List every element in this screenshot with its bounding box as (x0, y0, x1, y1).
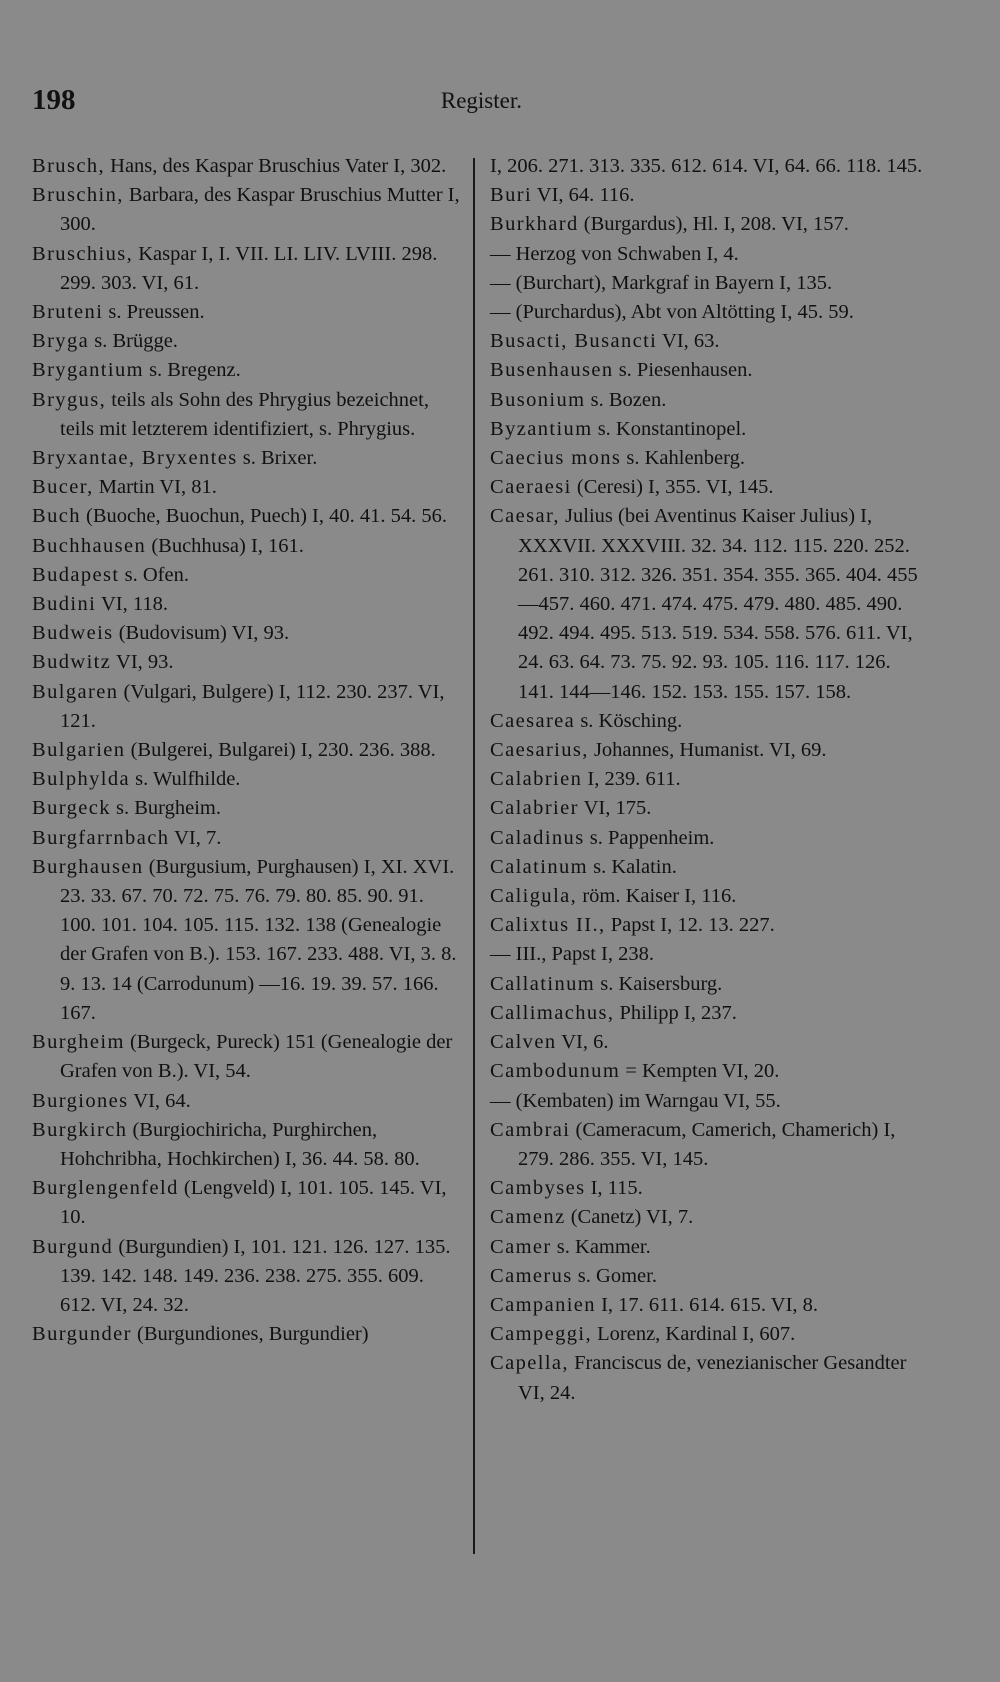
entry-headword: Callimachus, (490, 1001, 615, 1024)
entry-headword: Camenz (490, 1206, 566, 1229)
index-entry (490, 911, 930, 940)
entry-references: I, 239. 611. (582, 768, 681, 791)
entry-headword: Burghausen (32, 855, 144, 878)
entry-references: s. Kösching. (575, 709, 683, 732)
entry-references: (Buchhusa) I, 161. (146, 534, 304, 557)
index-entry (490, 882, 930, 911)
entry-references: Lorenz, Kardinal I, 607. (592, 1323, 796, 1346)
entry-headword: Budini (32, 593, 97, 616)
entry-headword: Busenhausen (490, 359, 614, 382)
entry-references: (Budovisum) VI, 93. (113, 622, 290, 645)
entry-headword: Busacti, Busancti (490, 330, 658, 353)
page-number: 198 (32, 84, 76, 116)
index-entry (32, 765, 462, 794)
entry-references: s. Kahlenberg. (621, 447, 745, 470)
entry-references: I, 115. (585, 1177, 643, 1200)
index-entry (32, 1233, 462, 1321)
entry-headword: Bulphylda (32, 768, 131, 791)
entry-headword: Burgiones (32, 1089, 129, 1112)
entry-references: (Canetz) VI, 7. (565, 1206, 694, 1229)
entry-references: (Vulgari, Bulgere) I, 112. 230. 237. VI, 121. (60, 680, 445, 732)
entry-headword: Buchhausen (32, 534, 147, 557)
entry-references: VI, 175. (578, 797, 652, 820)
entry-headword: Buri (490, 184, 533, 207)
entry-references: VI, 118. (96, 593, 168, 616)
entry-references: s. Kalatin. (588, 855, 677, 878)
index-entry (32, 356, 462, 385)
entry-references: VI, 93. (111, 651, 174, 674)
running-head: Register. (440, 88, 522, 113)
entry-references: (Burgardus), Hl. I, 208. VI, 157. (578, 213, 849, 236)
entry-references: röm. Kaiser I, 116. (577, 885, 737, 908)
index-entry (32, 444, 462, 473)
entry-references: — (Burchart), Markgraf in Bayern I, 135. (490, 271, 833, 294)
entry-references: s. Burgheim. (110, 797, 221, 820)
entry-references: Hans, des Kaspar Bruschius Vater I, 302. (105, 155, 447, 177)
entry-references: — (Purchardus), Abt von Altötting I, 45. 59. (490, 301, 854, 324)
entry-references: s. Kammer. (551, 1235, 651, 1258)
index-entry (32, 1174, 462, 1232)
index-entry (490, 1203, 930, 1232)
entry-headword: Callatinum (490, 972, 596, 995)
entry-references: (Cameracum, Camerich, Chamerich) I, 279. 286. 355. VI, 145. (518, 1118, 896, 1170)
index-entry (32, 152, 462, 181)
entry-headword: Burgunder (32, 1323, 132, 1346)
entry-headword: Caecius mons (490, 447, 622, 470)
entry-headword: Camer (490, 1235, 552, 1258)
index-entry (32, 561, 462, 590)
entry-headword: Burgheim (32, 1031, 125, 1054)
entry-references: s. Ofen. (119, 563, 189, 586)
entry-headword: Budapest (32, 563, 120, 586)
entry-headword: Burgund (32, 1235, 114, 1258)
entry-references: s. Konstantinopel. (592, 417, 747, 440)
entry-references: Papst I, 12. 13. 227. (605, 914, 775, 937)
entry-references: (Burgeck, Pureck) 151 (Genealogie der Grafen von B.). VI, 54. (60, 1031, 453, 1083)
index-entry (32, 1028, 462, 1086)
entry-references: — III., Papst I, 238. (490, 943, 654, 966)
entry-references: (Lengveld) I, 101. 105. 145. VI, 10. (60, 1177, 447, 1229)
index-entry (490, 152, 930, 181)
index-entry (490, 1087, 930, 1116)
entry-references: s. Brixer. (237, 447, 318, 470)
index-entry (490, 765, 930, 794)
entry-references: VI, 64. 116. (532, 184, 635, 207)
entry-headword: Calven (490, 1031, 557, 1054)
index-entry (490, 473, 930, 502)
index-entry (490, 502, 930, 706)
entry-references: Franciscus de, venezianischer Gesandter VI, 24. (518, 1352, 907, 1404)
index-entry (32, 240, 462, 298)
entry-references: — (Kembaten) im Warngau VI, 55. (490, 1089, 781, 1112)
index-entry (32, 678, 462, 736)
entry-headword: Bryga (32, 330, 90, 353)
entry-references: s. Kaisersburg. (595, 972, 723, 995)
entry-references: (Burgundien) I, 101. 121. 126. 127. 135. 139. 142. 148. 149. 236. 238. 275. 355. 609. 612. VI, 24. 32. (60, 1235, 451, 1316)
entry-headword: Bruschius, (32, 242, 134, 265)
index-entry (32, 736, 462, 765)
entry-references: VI, 64. (128, 1089, 191, 1112)
entry-references: s. Bozen. (585, 388, 667, 411)
entry-references: s. Gomer. (572, 1264, 657, 1287)
entry-references: s. Bregenz. (143, 359, 241, 382)
entry-references: s. Pappenheim. (584, 826, 715, 849)
entry-headword: Brygus, (32, 388, 107, 411)
entry-headword: Brusch, (32, 155, 106, 177)
column-divider (473, 158, 475, 1554)
index-entry (490, 970, 930, 999)
index-entry (490, 444, 930, 473)
entry-headword: Bryxantae, Bryxentes (32, 447, 238, 470)
entry-references: — Herzog von Schwaben I, 4. (490, 242, 739, 265)
index-entry (490, 794, 930, 823)
index-entry (490, 999, 930, 1028)
entry-references: teils als Sohn des Phrygius bezeichnet, teils mit letzterem identifiziert, s. Phrygius. (60, 388, 429, 440)
entry-references: Kaspar I, I. VII. LI. LIV. LVIII. 298. 299. 303. VI, 61. (60, 242, 438, 294)
entry-references: (Burgiochiricha, Purghirchen, Hohchribha, Hochkirchen) I, 36. 44. 58. 80. (60, 1118, 420, 1170)
index-entry (490, 1116, 930, 1174)
index-entry (490, 1349, 930, 1407)
index-entry (490, 736, 930, 765)
index-entry (490, 1233, 930, 1262)
index-entry (490, 1262, 930, 1291)
entry-references: s. Preussen. (103, 301, 205, 324)
entry-headword: Caladinus (490, 826, 585, 849)
entry-headword: Capella, (490, 1352, 569, 1375)
left-index-column (32, 152, 462, 1349)
index-entry (32, 824, 462, 853)
entry-headword: Calatinum (490, 855, 589, 878)
entry-headword: Burgfarrnbach (32, 826, 170, 849)
entry-headword: Byzantium (490, 417, 593, 440)
entry-headword: Camerus (490, 1264, 573, 1287)
entry-references: VI, 6. (556, 1031, 609, 1054)
entry-headword: Caesarius, (490, 739, 589, 762)
right-index-column (490, 152, 930, 1408)
entry-headword: Cambodunum (490, 1060, 621, 1083)
entry-headword: Caligula, (490, 885, 578, 908)
entry-references: s. Wulfhilde. (130, 768, 241, 791)
entry-references: Philipp I, 237. (614, 1001, 737, 1024)
index-entry (490, 298, 930, 327)
entry-references: (Burgundiones, Burgundier) (131, 1323, 369, 1346)
entry-headword: Buch (32, 505, 81, 528)
entry-headword: Caesarea (490, 709, 576, 732)
entry-references: VI, 7. (169, 826, 222, 849)
index-entry (32, 298, 462, 327)
index-entry (490, 1291, 930, 1320)
index-entry (32, 590, 462, 619)
entry-references: I, 17. 611. 614. 615. VI, 8. (595, 1293, 819, 1316)
entry-headword: Busonium (490, 388, 586, 411)
entry-references: Martin VI, 81. (93, 476, 217, 499)
entry-headword: Budwitz (32, 651, 112, 674)
index-entry (32, 794, 462, 823)
index-entry (490, 707, 930, 736)
entry-headword: Bruteni (32, 301, 104, 324)
index-entry (490, 1320, 930, 1349)
entry-headword: Burglengenfeld (32, 1177, 179, 1200)
entry-headword: Bucer, (32, 476, 94, 499)
entry-references: (Ceresi) I, 355. VI, 145. (571, 476, 774, 499)
index-entry (490, 181, 930, 210)
entry-headword: Bulgaren (32, 680, 119, 703)
index-entry (32, 619, 462, 648)
entry-headword: Campeggi, (490, 1323, 592, 1346)
index-entry (490, 386, 930, 415)
index-entry (490, 356, 930, 385)
index-entry (32, 327, 462, 356)
entry-headword: Burkhard (490, 213, 579, 236)
entry-headword: Campanien (490, 1293, 596, 1316)
index-entry (32, 181, 462, 239)
index-entry (490, 1057, 930, 1086)
entry-headword: Cambrai (490, 1118, 571, 1141)
index-entry (32, 502, 462, 531)
index-entry (490, 824, 930, 853)
entry-references: = Kempten VI, 20. (620, 1060, 780, 1083)
index-entry (32, 1116, 462, 1174)
index-entry (490, 210, 930, 239)
entry-references: Barbara, des Kaspar Bruschius Mutter I, 300. (60, 184, 460, 236)
entry-headword: Calabrier (490, 797, 579, 820)
entry-headword: Cambyses (490, 1177, 586, 1200)
entry-headword: Caesar, (490, 505, 560, 528)
entry-references: Johannes, Humanist. VI, 69. (588, 739, 827, 762)
page-header (30, 84, 522, 124)
entry-headword: Calixtus II., (490, 914, 606, 937)
entry-headword: Calabrien (490, 768, 583, 791)
index-entry (490, 853, 930, 882)
entry-headword: Caeraesi (490, 476, 572, 499)
index-entry (490, 940, 930, 969)
entry-references: I, 206. 271. 313. 335. 612. 614. VI, 64. 66. 118. 145. (490, 155, 923, 177)
entry-references: (Bulgerei, Bulgarei) I, 230. 236. 388. (125, 739, 436, 762)
index-entry (490, 240, 930, 269)
index-entry (490, 269, 930, 298)
index-entry (32, 473, 462, 502)
index-entry (490, 1174, 930, 1203)
entry-headword: Brygantium (32, 359, 144, 382)
index-entry (32, 1320, 462, 1349)
entry-references: Julius (bei Aventinus Kaiser Julius) I, XXXVII. XXXVIII. 32. 34. 112. 115. 220. 252. 261. 310. 312. 326. 351. 354. 355. 365. 404. 455—457. 460. 471. 474. 475. 479. 480. 485. 490. 492. 494. 495. 513. 519. 534. 558. 576. 611. VI, 24. 63. 64. 73. 75. 92. 93. 105. 116. 117. 126. 141. 144—146. 152. 153. 155. 157. 158. (518, 505, 918, 703)
entry-headword: Burgkirch (32, 1118, 128, 1141)
index-entry (490, 1028, 930, 1057)
entry-headword: Burgeck (32, 797, 111, 820)
entry-references: s. Piesenhausen. (613, 359, 753, 382)
entry-headword: Budweis (32, 622, 114, 645)
index-entry (32, 386, 462, 444)
index-entry (490, 327, 930, 356)
entry-references: (Buoche, Buochun, Puech) I, 40. 41. 54. 56. (80, 505, 447, 528)
index-entry (32, 853, 462, 1028)
entry-references: VI, 63. (657, 330, 720, 353)
index-entry (32, 1087, 462, 1116)
index-entry (32, 648, 462, 677)
index-entry (32, 532, 462, 561)
entry-references: (Burgusium, Purghausen) I, XI. XVI. 23. 33. 67. 70. 72. 75. 76. 79. 80. 85. 90. 91. 100. 101. 104. 105. 115. 132. 138 (Genealogie der Grafen von B.). 153. 167. 233. 488. VI, 3. 8. 9. 13. 14 (Carrodunum) —16. 19. 39. 57. 166. 167. (60, 855, 457, 1024)
entry-references: s. Brügge. (89, 330, 178, 353)
index-entry (490, 415, 930, 444)
entry-headword: Bulgarien (32, 739, 126, 762)
entry-headword: Bruschin, (32, 184, 124, 207)
